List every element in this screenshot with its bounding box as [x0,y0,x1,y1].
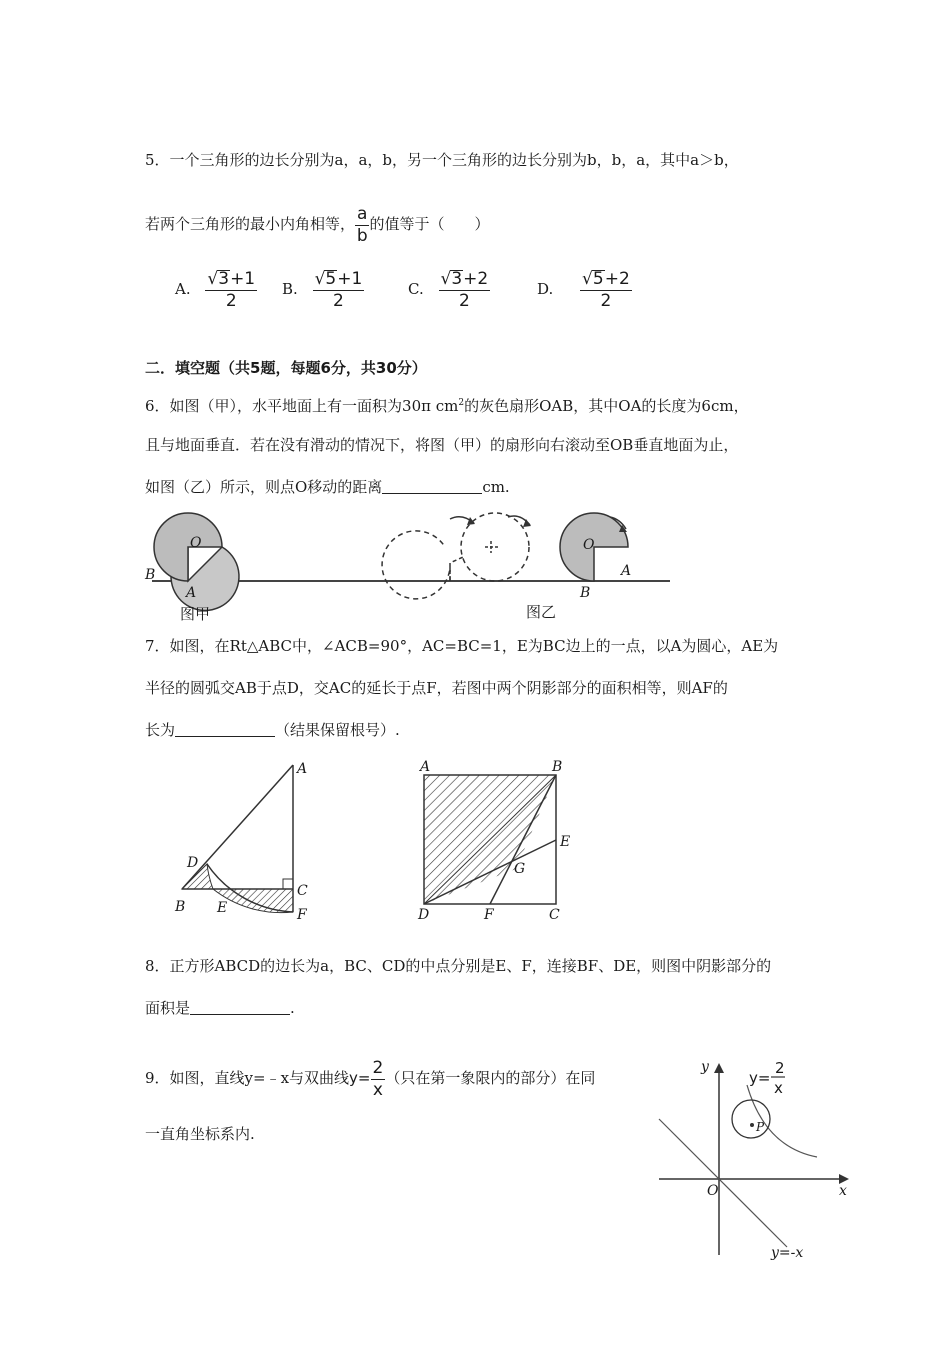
q9-figure [655,1055,855,1265]
q8-line2-post: . [290,999,295,1017]
q5-frac-num: a [357,203,368,224]
label-e: E [560,834,571,850]
q9-frac-den: x [372,1079,383,1100]
q5-line2-post: 的值等于（ ） [369,215,490,233]
option-label: B. [282,280,298,298]
answer-blank[interactable] [190,999,290,1015]
q5-option-c [408,270,490,310]
label-d: D [418,907,430,923]
sqrt-icon: √ [582,269,593,289]
q8-line2-pre: 面积是 [145,999,191,1017]
sector-yi-radius [450,557,463,581]
label-o: O [583,537,595,553]
q9-y-eq: y= [349,1069,371,1087]
center-mark [485,541,498,553]
label-c: C [297,883,308,899]
q5-option-a [175,270,257,310]
curve-label-pre: y= [749,1069,771,1087]
label-b: B [580,585,591,601]
q5-option-b [282,270,364,310]
label-a: A [297,761,308,777]
q9-fraction [371,1057,386,1100]
label-f: F [484,907,494,923]
label-b: B [145,567,156,583]
point-p [750,1123,754,1127]
q6-figure [140,505,680,625]
label-f: F [297,907,307,923]
q7-line2: 半径的圆弧交AB于点D，交AC的延长于点F，若图中两个阴影部分的面积相等，则AF的 [145,679,728,697]
denominator: 2 [225,291,237,311]
numerator-rest: +2 [604,269,630,289]
q8-figure [410,755,580,925]
caption-jia: 图甲 [180,605,211,623]
label-o: O [707,1183,719,1199]
right-angle-mark [283,879,293,889]
label-a: A [420,759,431,775]
q5-fraction [355,203,369,246]
option-label: C. [408,280,424,298]
label-g: G [514,861,526,877]
denominator: 2 [600,291,612,311]
sqrt-icon: √ [440,269,452,289]
q9-line1-pre: 9．如图，直线y=﹣x与双曲线 [145,1069,350,1087]
label-e: E [217,900,228,916]
radicand: 5 [325,269,337,289]
q9-line1 [145,1057,596,1100]
q7-line3-post: （结果保留根号）. [275,721,400,739]
label-b: B [175,899,186,915]
option-label: D. [537,280,554,298]
answer-blank[interactable] [175,721,275,737]
q6-line2: 且与地面垂直．若在没有滑动的情况下，将图（甲）的扇形向右滚动至OB垂直地面为止， [145,436,739,454]
q6-superscript: 2 [458,398,465,408]
curve-label-den: x [774,1079,783,1097]
label-x: x [839,1183,847,1199]
q5-line2-pre: 若两个三角形的最小内角相等， [145,215,356,233]
side-ab [182,765,293,889]
q5-option-d [537,270,632,310]
option-label: A. [175,280,191,298]
q6-line3-pre: 如图（乙）所示，则点O移动的距离 [145,478,383,496]
option-fraction [439,270,491,310]
label-a: A [621,563,632,579]
label-a: A [186,585,197,601]
q6-line1-pre: 6．如图（甲），水平地面上有一面积为30π cm [145,397,459,415]
option-fraction [313,270,365,310]
q6-line1 [145,393,749,416]
numerator-rest: +1 [230,269,256,289]
q9-frac-num: 2 [372,1057,384,1078]
q7-figure [165,755,345,925]
numerator-rest: +1 [337,269,363,289]
line-label: y=-x [771,1245,804,1261]
label-p: P [756,1120,765,1134]
denominator: 2 [333,291,344,311]
line-y-neg-x [659,1119,787,1247]
sqrt-icon: √ [207,269,219,289]
q9-line2: 一直角坐标系内. [145,1125,255,1143]
answer-blank[interactable] [382,478,482,494]
section-title: 二．填空题（共5题，每题6分，共30分） [145,359,427,377]
q6-line3 [145,477,510,497]
sqrt-icon: √ [314,269,326,289]
label-d: D [187,855,199,871]
radicand: 3 [451,269,463,289]
y-axis-arrow-icon [714,1063,724,1073]
q5-frac-den: b [356,225,368,246]
radicand: 5 [592,269,604,289]
caption-yi: 图乙 [526,603,557,621]
label-o: O [190,535,202,551]
denominator: 2 [458,291,470,311]
option-fraction [205,270,257,310]
q8-line1: 8．正方形ABCD的边长为a，BC、CD的中点分别是E、F，连接BF、DE，则图中阴影部分的 [145,957,772,975]
numerator-rest: +2 [463,269,489,289]
sector-yi-start [382,531,450,599]
q8-line2 [145,998,295,1018]
option-fraction [580,270,632,310]
q7-line1: 7．如图，在Rt△ABC中，∠ACB=90°，AC=BC=1，E为BC边上的一点，以A为圆心，AE为 [145,637,779,655]
radicand: 3 [218,269,230,289]
label-c: C [549,907,560,923]
label-b: B [552,759,563,775]
q7-line3-pre: 长为 [145,721,176,739]
q7-line3 [145,720,400,740]
q6-line1-post: 的灰色扇形OAB，其中OA的长度为6cm， [464,397,749,415]
label-y: y [701,1059,709,1075]
q5-line1: 5．一个三角形的边长分别为a，a，b，另一个三角形的边长分别为b，b，a，其中a＞b， [145,151,739,169]
q9-line1-post: （只在第一象限内的部分）在同 [385,1069,596,1087]
circle-p [732,1100,770,1138]
q5-line2 [145,203,490,246]
q6-line3-post: cm. [482,478,510,496]
curve-label-num: 2 [775,1059,785,1077]
